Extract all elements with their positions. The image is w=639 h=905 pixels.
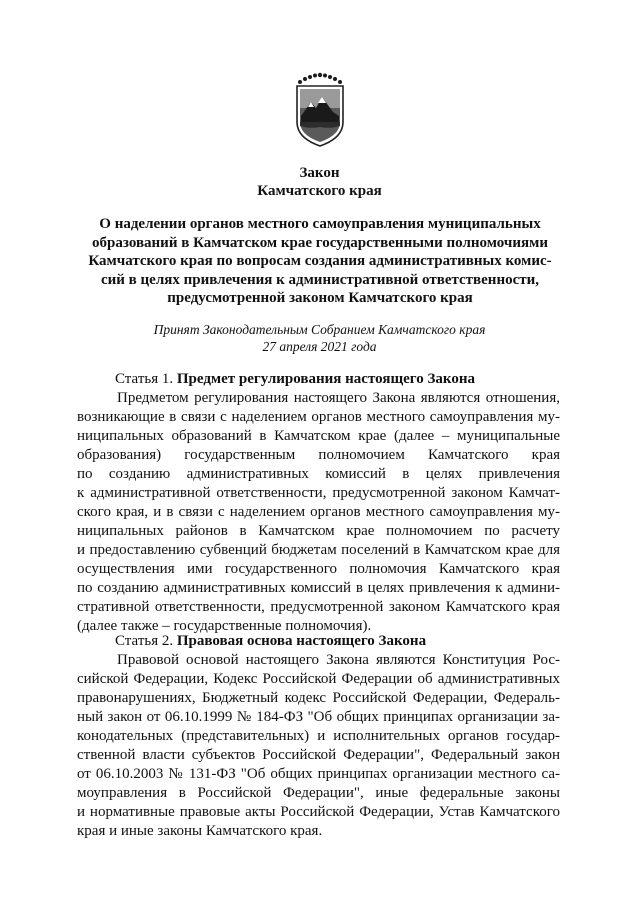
article-2-line: Правовой основой настоящего Закона являются Конституция Рос-	[117, 652, 560, 668]
article-1-line: ниципальных образований в Камчатском крае (далее – муниципальные	[77, 428, 560, 444]
subject-line: О наделении органов местного самоуправления муниципальных	[99, 216, 541, 232]
coat-of-arms-emblem	[291, 72, 349, 148]
article-1-line: осуществления ими государственного полномочия Камчатского края	[77, 561, 560, 577]
article-1-body	[77, 389, 560, 636]
subject-line: сий в целях привлечения к административной ответственности,	[100, 271, 540, 288]
article-2-body	[77, 651, 560, 841]
subject-line: Камчатского края по вопросам создания административных комис-	[88, 253, 552, 269]
region-title: Камчатского края	[257, 183, 382, 199]
subject-line: предусмотренной законом Камчатского края	[167, 290, 473, 306]
article-1-line: возникающие в связи с наделением органов местного самоуправления му-	[77, 409, 560, 425]
article-1-line: Предметом регулирования настоящего Закона являются отношения,	[117, 390, 560, 406]
article-1-line: образования) государственным полномочием Камчатского края	[77, 447, 560, 463]
article-2-line: и нормативные правовые акты Российской Федерации, Устав Камчатского	[77, 804, 560, 820]
article-2-line: края и иные законы Камчатского края.	[77, 823, 323, 839]
article-1-title: Предмет регулирования настоящего Закона	[176, 371, 475, 387]
article-1-line: ниципальных районов в Камчатском крае полномочием по расчету	[77, 523, 560, 539]
adoption-statement: Принят Законодательным Собранием Камчатского края	[153, 322, 486, 337]
article-2-title: Правовая основа настоящего Закона	[176, 633, 427, 649]
subject-line: образований в Камчатском крае государственными полномочиями	[92, 234, 548, 251]
article-2-line: правонарушениях, Бюджетный кодекс Российской Федерации, Федераль-	[77, 690, 560, 706]
document-type-title: Закон	[299, 165, 340, 181]
article-2-line: ный закон от 06.10.1999 № 184-ФЗ "Об общих принципах организации за-	[77, 709, 560, 725]
article-1-line: ского края, и в связи с наделением органов местного самоуправления му-	[77, 504, 560, 520]
article-2-line: от 06.10.2003 № 131-ФЗ "Об общих принципах организации местного са-	[77, 766, 560, 782]
article-2-line: ственной власти субъектов Российской Федерации", Федеральный закон	[77, 747, 560, 763]
law-subject-heading	[84, 215, 556, 308]
article-2-line: моуправления в Российской Федерации", иные федеральные законы	[77, 785, 560, 801]
article-1-line: к административной ответственности, предусмотренной законом Камчат-	[77, 485, 560, 501]
article-1-line: по созданию административных комиссий в целях привлечения к админи-	[77, 580, 560, 596]
article-1-line: по созданию административных комиссий в целях привлечения	[77, 466, 560, 482]
article-1-prefix: Статья 1.	[115, 371, 174, 387]
article-2-prefix: Статья 2.	[115, 633, 174, 649]
article-2-line: конодательных (представительных) и исполнительных органов государ-	[77, 728, 560, 744]
article-1-line: стративной ответственности, предусмотренной законом Камчатского края	[77, 599, 560, 615]
article-1-heading	[115, 370, 475, 388]
article-2-line: сийской Федерации, Кодекс Российской Федерации об административных	[77, 671, 560, 687]
article-2-heading	[115, 632, 426, 650]
adoption-date: 27 апреля 2021 года	[262, 339, 377, 354]
article-1-line: (далее также – государственные полномочия).	[77, 618, 372, 634]
article-1-line: и предоставлению субвенций бюджетам поселений в Камчатском крае для	[77, 542, 560, 558]
